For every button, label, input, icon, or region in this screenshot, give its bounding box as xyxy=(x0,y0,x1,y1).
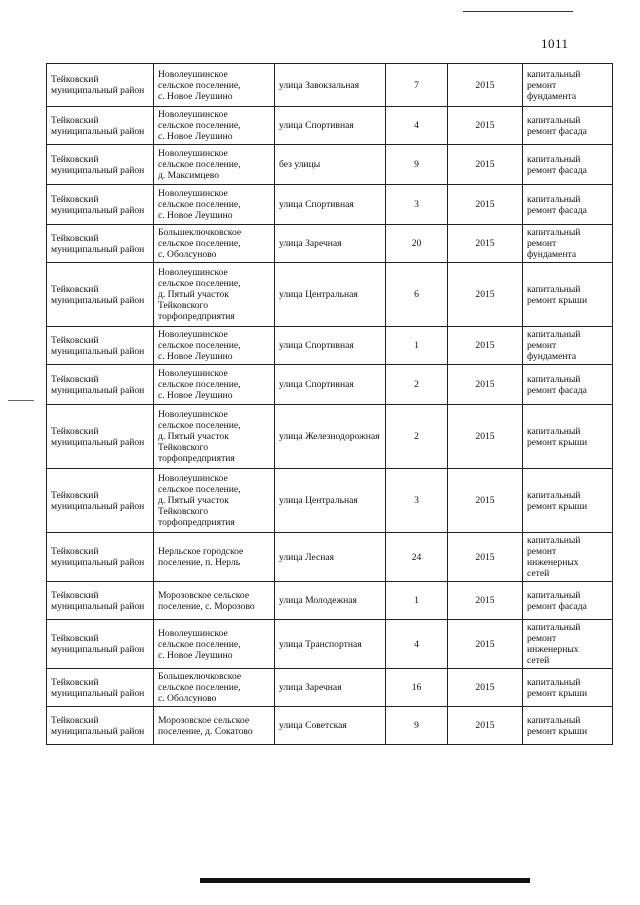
settlement-cell: Большеключковское сельское поселение, с. Оболсуново xyxy=(154,225,275,263)
table-row xyxy=(47,365,613,405)
district-cell: Тейковский муниципальный район xyxy=(47,64,154,107)
count-cell: 24 xyxy=(386,533,448,582)
settlement-cell: Новолеушинское сельское поселение, с. Новое Леушино xyxy=(154,365,275,405)
settlement-cell: Новолеушинское сельское поселение, д. Максимцево xyxy=(154,145,275,185)
street-cell: улица Спортивная xyxy=(275,365,386,405)
settlement-cell: Большеключковское сельское поселение, с. Оболсуново xyxy=(154,669,275,707)
year-cell: 2015 xyxy=(448,405,523,469)
table-row xyxy=(47,469,613,533)
count-cell: 1 xyxy=(386,582,448,620)
street-cell: улица Спортивная xyxy=(275,327,386,365)
year-cell: 2015 xyxy=(448,707,523,745)
district-cell: Тейковский муниципальный район xyxy=(47,669,154,707)
work-type-cell: капитальный ремонт крыши xyxy=(523,669,613,707)
work-type-cell: капитальный ремонт крыши xyxy=(523,405,613,469)
table-row xyxy=(47,185,613,225)
year-cell: 2015 xyxy=(448,533,523,582)
table-row xyxy=(47,225,613,263)
table-row xyxy=(47,405,613,469)
count-cell: 2 xyxy=(386,365,448,405)
table-row xyxy=(47,327,613,365)
district-cell: Тейковский муниципальный район xyxy=(47,263,154,327)
street-cell: улица Заречная xyxy=(275,225,386,263)
district-cell: Тейковский муниципальный район xyxy=(47,405,154,469)
count-cell: 20 xyxy=(386,225,448,263)
settlement-cell: Новолеушинское сельское поселение, с. Новое Леушино xyxy=(154,64,275,107)
street-cell: улица Транспортная xyxy=(275,620,386,669)
work-type-cell: капитальный ремонт фасада xyxy=(523,185,613,225)
work-type-cell: капитальный ремонт фасада xyxy=(523,365,613,405)
work-type-cell: капитальный ремонт инженерных сетей xyxy=(523,533,613,582)
work-type-cell: капитальный ремонт фасада xyxy=(523,107,613,145)
count-cell: 4 xyxy=(386,620,448,669)
work-type-cell: капитальный ремонт крыши xyxy=(523,707,613,745)
year-cell: 2015 xyxy=(448,365,523,405)
table-row xyxy=(47,707,613,745)
settlement-cell: Нерльское городское поселение, п. Нерль xyxy=(154,533,275,582)
settlement-cell: Новолеушинское сельское поселение, с. Новое Леушино xyxy=(154,107,275,145)
settlement-cell: Морозовское сельское поселение, д. Сокатово xyxy=(154,707,275,745)
year-cell: 2015 xyxy=(448,185,523,225)
district-cell: Тейковский муниципальный район xyxy=(47,582,154,620)
table-row xyxy=(47,533,613,582)
settlement-cell: Новолеушинское сельское поселение, д. Пятый участок Тейковского торфопредприятия xyxy=(154,405,275,469)
work-type-cell: капитальный ремонт инженерных сетей xyxy=(523,620,613,669)
year-cell: 2015 xyxy=(448,225,523,263)
footer-bar xyxy=(200,878,530,883)
street-cell: без улицы xyxy=(275,145,386,185)
settlement-cell: Новолеушинское сельское поселение, с. Новое Леушино xyxy=(154,327,275,365)
year-cell: 2015 xyxy=(448,669,523,707)
count-cell: 2 xyxy=(386,405,448,469)
count-cell: 16 xyxy=(386,669,448,707)
count-cell: 6 xyxy=(386,263,448,327)
street-cell: улица Спортивная xyxy=(275,107,386,145)
district-cell: Тейковский муниципальный район xyxy=(47,185,154,225)
margin-mark xyxy=(8,400,34,401)
street-cell: улица Заречная xyxy=(275,669,386,707)
table-row xyxy=(47,582,613,620)
count-cell: 3 xyxy=(386,185,448,225)
work-type-cell: капитальный ремонт фундамента xyxy=(523,327,613,365)
district-cell: Тейковский муниципальный район xyxy=(47,620,154,669)
year-cell: 2015 xyxy=(448,263,523,327)
district-cell: Тейковский муниципальный район xyxy=(47,145,154,185)
table-row xyxy=(47,107,613,145)
count-cell: 3 xyxy=(386,469,448,533)
district-cell: Тейковский муниципальный район xyxy=(47,707,154,745)
table-row xyxy=(47,669,613,707)
street-cell: улица Лесная xyxy=(275,533,386,582)
count-cell: 9 xyxy=(386,707,448,745)
settlement-cell: Новолеушинское сельское поселение, с. Новое Леушино xyxy=(154,620,275,669)
year-cell: 2015 xyxy=(448,327,523,365)
year-cell: 2015 xyxy=(448,469,523,533)
page-number: 1011 xyxy=(541,36,569,51)
district-cell: Тейковский муниципальный район xyxy=(47,327,154,365)
street-cell: улица Центральная xyxy=(275,263,386,327)
settlement-cell: Морозовское сельское поселение, с. Морозово xyxy=(154,582,275,620)
district-cell: Тейковский муниципальный район xyxy=(47,469,154,533)
count-cell: 7 xyxy=(386,64,448,107)
district-cell: Тейковский муниципальный район xyxy=(47,365,154,405)
table-row xyxy=(47,263,613,327)
settlement-cell: Новолеушинское сельское поселение, д. Пятый участок Тейковского торфопредприятия xyxy=(154,469,275,533)
work-type-cell: капитальный ремонт крыши xyxy=(523,263,613,327)
work-type-cell: капитальный ремонт фасада xyxy=(523,145,613,185)
count-cell: 1 xyxy=(386,327,448,365)
district-cell: Тейковский муниципальный район xyxy=(47,533,154,582)
year-cell: 2015 xyxy=(448,620,523,669)
table-row xyxy=(47,64,613,107)
district-cell: Тейковский муниципальный район xyxy=(47,107,154,145)
work-type-cell: капитальный ремонт фундамента xyxy=(523,225,613,263)
street-cell: улица Завокзальная xyxy=(275,64,386,107)
year-cell: 2015 xyxy=(448,582,523,620)
settlement-cell: Новолеушинское сельское поселение, д. Пятый участок Тейковского торфопредприятия xyxy=(154,263,275,327)
street-cell: улица Советская xyxy=(275,707,386,745)
street-cell: улица Железнодорожная xyxy=(275,405,386,469)
count-cell: 4 xyxy=(386,107,448,145)
work-type-cell: капитальный ремонт фундамента xyxy=(523,64,613,107)
header-rule xyxy=(463,11,573,12)
table-row xyxy=(47,620,613,669)
street-cell: улица Спортивная xyxy=(275,185,386,225)
table-row xyxy=(47,145,613,185)
repair-registry-table xyxy=(46,63,613,745)
work-type-cell: капитальный ремонт фасада xyxy=(523,582,613,620)
street-cell: улица Молодежная xyxy=(275,582,386,620)
year-cell: 2015 xyxy=(448,145,523,185)
settlement-cell: Новолеушинское сельское поселение, с. Новое Леушино xyxy=(154,185,275,225)
count-cell: 9 xyxy=(386,145,448,185)
year-cell: 2015 xyxy=(448,107,523,145)
work-type-cell: капитальный ремонт крыши xyxy=(523,469,613,533)
year-cell: 2015 xyxy=(448,64,523,107)
district-cell: Тейковский муниципальный район xyxy=(47,225,154,263)
street-cell: улица Центральная xyxy=(275,469,386,533)
